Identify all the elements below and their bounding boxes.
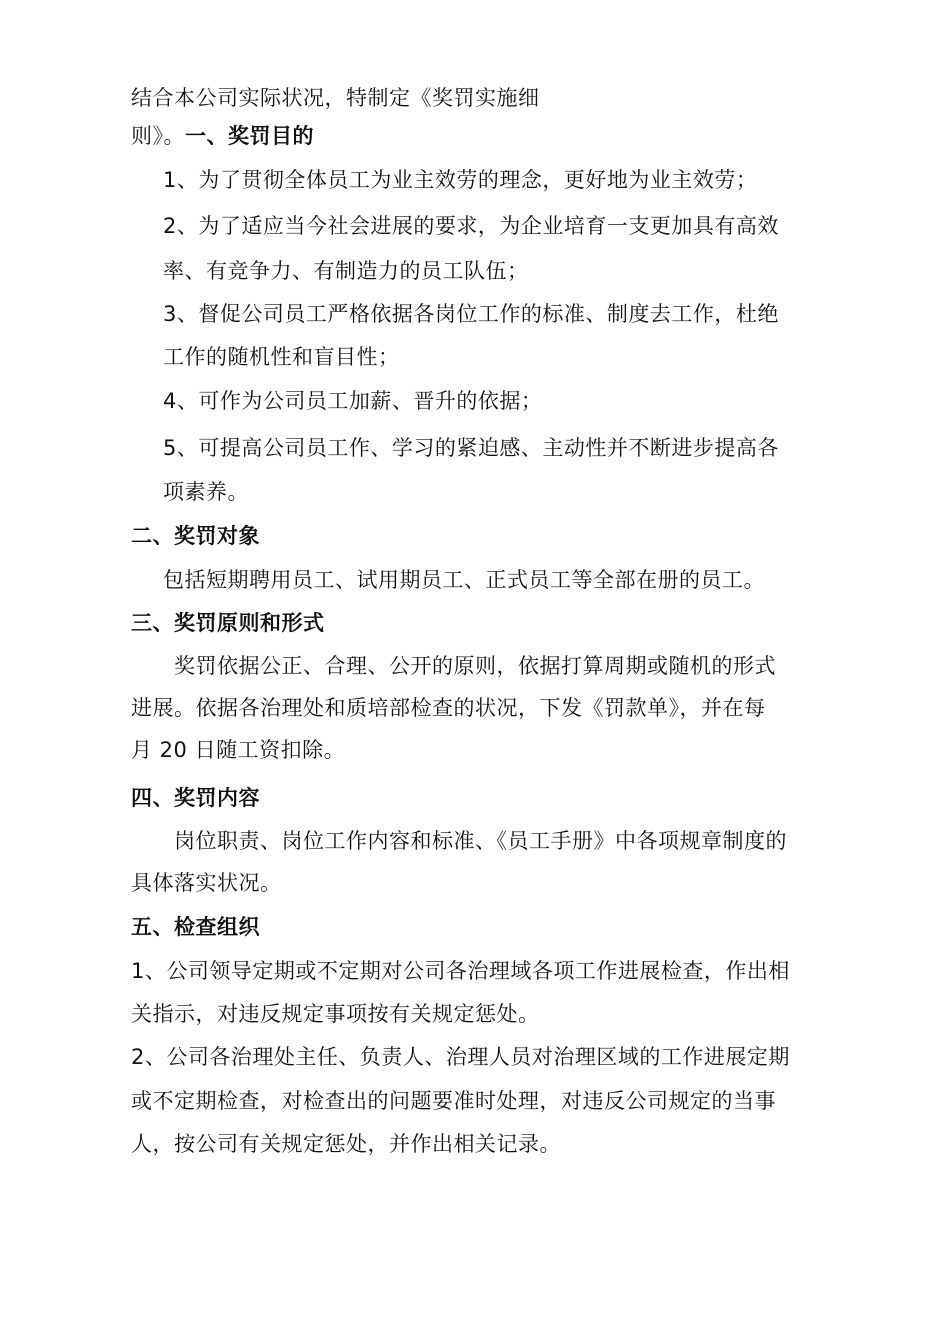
content-line: 岗位职责、岗位工作内容和标准、《员工手册》中各项规章制度的 [174,829,787,853]
purpose-item-continued: 项素养。 [163,480,249,504]
purpose-item-continued: 率、有竞争力、有制造力的员工队伍； [163,259,529,283]
principles-line: 奖罚依据公正、合理、公开的原则，依据打算周期或随机的形式 [174,654,776,678]
section-heading-targets: 二、奖罚对象 [131,524,260,548]
section-heading-purpose: 一、奖罚目的 [185,124,314,148]
intro-line-heading [131,122,314,150]
principles-line: 进展。依据各治理处和质培部检查的状况，下发《罚款单》，并在每 [131,696,766,720]
purpose-item: 2、为了适应当今社会进展的要求，为企业培育一支更加具有高效 [163,214,779,238]
inspection-line: 关指示，对违反规定事项按有关规定惩处。 [131,1002,540,1026]
purpose-item: 4、可作为公司员工加薪、晋升的依据； [163,389,543,413]
intro-line: 结合本公司实际状况，特制定《奖罚实施细 [131,86,540,110]
principles-line: 月 20 日随工资扣除。 [131,738,346,762]
section-heading-principles: 三、奖罚原则和形式 [131,611,325,635]
purpose-item: 1、为了贯彻全体员工为业主效劳的理念，更好地为业主效劳； [163,168,758,192]
purpose-item-continued: 工作的随机性和盲目性； [163,345,400,369]
purpose-item: 5、可提高公司员工作、学习的紧迫感、主动性并不断进步提高各 [163,436,779,460]
content-line: 具体落实状况。 [131,871,282,895]
targets-text: 包括短期聘用员工、试用期员工、正式员工等全部在册的员工。 [163,568,765,592]
inspection-line: 或不定期检查，对检查出的问题要准时处理，对违反公司规定的当事 [131,1089,776,1113]
inspection-line: 2、公司各治理处主任、负责人、治理人员对治理区域的工作进展定期 [131,1045,790,1069]
section-heading-content: 四、奖罚内容 [131,786,260,810]
purpose-item: 3、督促公司员工严格依据各岗位工作的标准、制度去工作，杜绝 [163,302,779,326]
intro-line-end: 则》。 [131,124,185,148]
inspection-line: 1、公司领导定期或不定期对公司各治理域各项工作进展检查，作出相 [131,959,790,983]
section-heading-inspection: 五、检查组织 [131,915,260,939]
inspection-line: 人，按公司有关规定惩处，并作出相关记录。 [131,1132,561,1156]
